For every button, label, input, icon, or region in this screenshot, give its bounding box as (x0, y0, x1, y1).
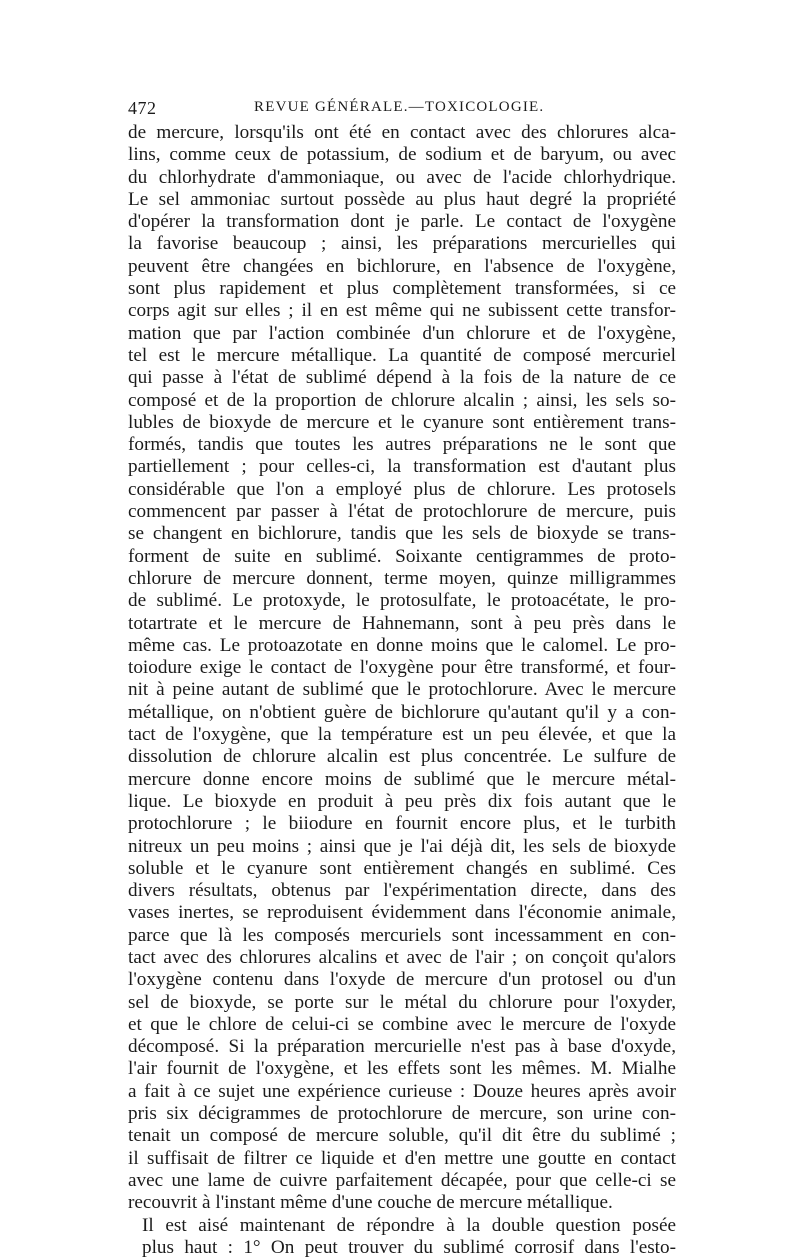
text-line: sel de bioxyde, se porte sur le métal du chlorure pour l'oxyder, (128, 991, 676, 1013)
text-line: soluble et le cyanure sont entièrement changés en sublimé. Ces (128, 857, 676, 879)
text-line: tel est le mercure métallique. La quantité de composé mercuriel (128, 344, 676, 366)
text-line: nit à peine autant de sublimé que le protochlorure. Avec le mercure (128, 679, 676, 701)
text-line: Le sel ammoniac surtout possède au plus haut degré la propriété (128, 188, 676, 210)
text-line: il suffisait de filtrer ce liquide et d'en mettre une goutte en contact (128, 1147, 676, 1169)
text-line: la favorise beaucoup ; ainsi, les préparations mercurielles qui (128, 233, 676, 255)
text-line: recouvrit à l'instant même d'une couche de mercure métallique. (128, 1192, 613, 1214)
text-line: l'air fournit de l'oxygène, et les effets sont les mêmes. M. Mialhe (128, 1058, 676, 1080)
text-line: d'opérer la transformation dont je parle. Le contact de l'oxygène (128, 211, 676, 233)
paragraph-2 (128, 1215, 676, 1259)
text-line: qui passe à l'état de sublimé dépend à la fois de la nature de ce (128, 367, 676, 389)
text-line: partiellement ; pour celles-ci, la transformation est d'autant plus (128, 456, 676, 478)
page-number: 472 (128, 98, 157, 118)
text-line: pris six décigrammes de protochlorure de mercure, son urine con- (128, 1103, 676, 1125)
text-line: plus haut : 1° On peut trouver du sublimé corrosif dans l'esto- (142, 1236, 676, 1258)
text-line: totartrate et le mercure de Hahnemann, sont à peu près dans le (128, 612, 676, 634)
text-line: peuvent être changées en bichlorure, en l'absence de l'oxygène, (128, 255, 676, 277)
text-line: nitreux un peu moins ; ainsi que je l'ai déjà dit, les sels de bioxyde (128, 835, 676, 857)
text-line: tact avec des chlorures alcalins et avec de l'air ; on conçoit qu'alors (128, 946, 676, 968)
text-line: toiodure exige le contact de l'oxygène pour être transformé, et four- (128, 657, 676, 679)
text-line: du chlorhydrate d'ammoniaque, ou avec de l'acide chlorhydrique. (128, 166, 676, 188)
running-head (128, 96, 676, 122)
text-line: mercure donne encore moins de sublimé que le mercure métal- (128, 768, 676, 790)
body-text (128, 122, 676, 1259)
text-line: composé et de la proportion de chlorure alcalin ; ainsi, les sels so- (128, 389, 676, 411)
text-line: parce que là les composés mercuriels sont incessamment en con- (128, 924, 676, 946)
text-line: métallique, on n'obtient guère de bichlorure qu'autant qu'il y a con- (128, 701, 676, 723)
paragraph-1 (128, 122, 676, 1215)
text-line: mation que par l'action combinée d'un chlorure et de l'oxygène, (128, 322, 676, 344)
text-line: lubles de bioxyde de mercure et le cyanure sont entièrement trans- (128, 411, 676, 433)
running-title: REVUE GÉNÉRALE.—TOXICOLOGIE. (254, 99, 545, 115)
text-line: commencent par passer à l'état de protochlorure de mercure, puis (128, 501, 676, 523)
text-line: de mercure, lorsqu'ils ont été en contact avec des chlorures alca- (128, 122, 676, 143)
text-line: lins, comme ceux de potassium, de sodium et de baryum, ou avec (128, 144, 676, 166)
text-line: tact de l'oxygène, que la température est un peu élevée, et que la (128, 724, 676, 746)
text-line: considérable que l'on a employé plus de chlorure. Les protosels (128, 478, 676, 500)
text-line: décomposé. Si la préparation mercurielle n'est pas à base d'oxyde, (128, 1036, 676, 1058)
text-line: lique. Le bioxyde en produit à peu près dix fois autant que le (128, 790, 676, 812)
text-line: de sublimé. Le protoxyde, le protosulfate, le protoacétate, le pro- (128, 590, 676, 612)
text-line: a fait à ce sujet une expérience curieuse : Douze heures après avoir (128, 1080, 676, 1102)
text-line: tenait un composé de mercure soluble, qu'il dit être du sublimé ; (128, 1125, 676, 1147)
text-line: dissolution de chlorure alcalin est plus concentrée. Le sulfure de (128, 746, 676, 768)
text-line: divers résultats, obtenus par l'expérimentation directe, dans des (128, 880, 676, 902)
text-line: avec une lame de cuivre parfaitement décapée, pour que celle-ci se (128, 1169, 676, 1191)
text-line: se changent en bichlorure, tandis que les sels de bioxyde se trans- (128, 523, 676, 545)
text-line: sont plus rapidement et plus complètement transformées, si ce (128, 278, 676, 300)
text-line: Il est aisé maintenant de répondre à la double question posée (142, 1214, 676, 1236)
text-line: corps agit sur elles ; il en est même qui ne subissent cette transfor- (128, 300, 676, 322)
book-page (128, 96, 676, 1259)
text-line: et que le chlore de celui-ci se combine avec le mercure de l'oxyde (128, 1013, 676, 1035)
text-line: vases inertes, se reproduisent évidemment dans l'économie animale, (128, 902, 676, 924)
text-line: protochlorure ; le biiodure en fournit encore plus, et le turbith (128, 813, 676, 835)
text-line: formés, tandis que toutes les autres préparations ne le sont que (128, 434, 676, 456)
text-line: chlorure de mercure donnent, terme moyen, quinze milligrammes (128, 567, 676, 589)
text-line: l'oxygène contenu dans l'oxyde de mercure d'un protosel ou d'un (128, 969, 676, 991)
text-line: même cas. Le protoazotate en donne moins que le calomel. Le pro- (128, 634, 676, 656)
text-line: forment de suite en sublimé. Soixante centigrammes de proto- (128, 545, 676, 567)
